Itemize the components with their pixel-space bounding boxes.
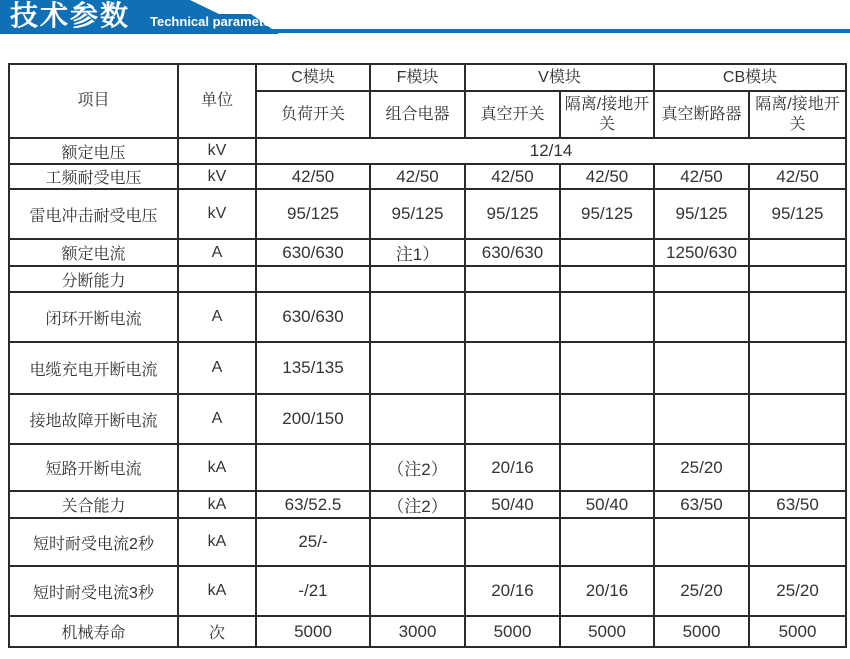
cell-value-merged: 12/14 <box>256 138 846 164</box>
col-group-label: C模块 <box>256 64 370 91</box>
cell-value: 135/135 <box>256 342 370 394</box>
cell-value: 5000 <box>749 616 846 647</box>
row-unit: kV <box>178 189 256 239</box>
col-group-label: F模块 <box>370 64 465 91</box>
col-sub-label: 组合电器 <box>370 91 465 138</box>
cell-value: 3000 <box>370 616 465 647</box>
cell-value: -/21 <box>256 566 370 616</box>
cell-value <box>749 292 846 342</box>
cell-value: 25/- <box>256 518 370 566</box>
cell-value <box>465 292 560 342</box>
cell-value: 20/16 <box>560 566 654 616</box>
cell-value: 200/150 <box>256 394 370 444</box>
table-row <box>9 138 846 164</box>
cell-value: 5000 <box>256 616 370 647</box>
cell-value: 1250/630 <box>654 239 749 266</box>
row-unit <box>178 266 256 292</box>
row-item-label: 工频耐受电压 <box>9 164 178 189</box>
col-group-label: CB模块 <box>654 64 846 91</box>
row-item-label: 短路开断电流 <box>9 444 178 491</box>
table-row <box>9 266 846 292</box>
cell-value: （注2） <box>370 491 465 518</box>
table-row <box>9 616 846 647</box>
cell-value: 630/630 <box>256 292 370 342</box>
row-unit: kA <box>178 444 256 491</box>
row-unit: kV <box>178 164 256 189</box>
row-item-label: 闭环开断电流 <box>9 292 178 342</box>
cell-value <box>560 266 654 292</box>
cell-value <box>370 518 465 566</box>
cell-value <box>370 566 465 616</box>
cell-value <box>654 394 749 444</box>
cell-value: 20/16 <box>465 444 560 491</box>
row-item-label: 短时耐受电流2秒 <box>9 518 178 566</box>
table-body <box>9 138 846 647</box>
row-unit: A <box>178 394 256 444</box>
row-item-label: 额定电流 <box>9 239 178 266</box>
cell-value: 42/50 <box>654 164 749 189</box>
row-unit: kA <box>178 566 256 616</box>
cell-value: 95/125 <box>256 189 370 239</box>
cell-value <box>465 394 560 444</box>
cell-value <box>654 266 749 292</box>
row-item-label: 电缆充电开断电流 <box>9 342 178 394</box>
cell-value: 50/40 <box>560 491 654 518</box>
row-item-label: 机械寿命 <box>9 616 178 647</box>
cell-value <box>256 444 370 491</box>
row-unit: kV <box>178 138 256 164</box>
cell-value: （注2） <box>370 444 465 491</box>
col-sub-label: 隔离/接地开关 <box>749 91 846 138</box>
cell-value: 95/125 <box>560 189 654 239</box>
cell-value: 42/50 <box>560 164 654 189</box>
col-sub-label: 真空开关 <box>465 91 560 138</box>
table-row <box>9 164 846 189</box>
row-unit: A <box>178 239 256 266</box>
cell-value <box>370 342 465 394</box>
cell-value: 42/50 <box>749 164 846 189</box>
col-sub-label: 真空断路器 <box>654 91 749 138</box>
row-item-label: 接地故障开断电流 <box>9 394 178 444</box>
cell-value: 95/125 <box>749 189 846 239</box>
cell-value: 630/630 <box>256 239 370 266</box>
cell-value: 63/52.5 <box>256 491 370 518</box>
banner-title-en: Technical parameter <box>150 14 276 29</box>
cell-value: 95/125 <box>654 189 749 239</box>
table-row <box>9 342 846 394</box>
cell-value: 42/50 <box>370 164 465 189</box>
table-row <box>9 566 846 616</box>
cell-value <box>370 266 465 292</box>
row-unit: kA <box>178 518 256 566</box>
table-row <box>9 189 846 239</box>
col-header-item: 项目 <box>9 64 178 138</box>
table-row <box>9 444 846 491</box>
cell-value <box>654 518 749 566</box>
row-unit: kA <box>178 491 256 518</box>
cell-value <box>560 518 654 566</box>
cell-value: 63/50 <box>654 491 749 518</box>
table-row <box>9 394 846 444</box>
cell-value <box>749 342 846 394</box>
cell-value <box>749 239 846 266</box>
header-row-groups <box>9 64 846 91</box>
col-sub-label: 负荷开关 <box>256 91 370 138</box>
row-item-label: 雷电冲击耐受电压 <box>9 189 178 239</box>
cell-value <box>370 394 465 444</box>
cell-value: 20/16 <box>465 566 560 616</box>
cell-value <box>560 394 654 444</box>
row-item-label: 短时耐受电流3秒 <box>9 566 178 616</box>
col-sub-label: 隔离/接地开关 <box>560 91 654 138</box>
cell-value <box>749 444 846 491</box>
cell-value: 25/20 <box>654 566 749 616</box>
cell-value <box>560 292 654 342</box>
cell-value <box>465 518 560 566</box>
section-banner <box>0 0 850 34</box>
row-unit: 次 <box>178 616 256 647</box>
cell-value <box>256 266 370 292</box>
row-unit: A <box>178 292 256 342</box>
row-unit: A <box>178 342 256 394</box>
row-item-label: 额定电压 <box>9 138 178 164</box>
banner-title-zh: 技术参数 <box>10 0 131 31</box>
cell-value <box>749 394 846 444</box>
cell-value: 5000 <box>465 616 560 647</box>
cell-value: 95/125 <box>465 189 560 239</box>
cell-value <box>560 444 654 491</box>
cell-value: 42/50 <box>465 164 560 189</box>
cell-value: 注1） <box>370 239 465 266</box>
table-row <box>9 239 846 266</box>
cell-value: 42/50 <box>256 164 370 189</box>
cell-value: 630/630 <box>465 239 560 266</box>
cell-value <box>654 342 749 394</box>
table-row <box>9 518 846 566</box>
technical-parameter-table <box>8 63 847 648</box>
cell-value <box>560 239 654 266</box>
table-row <box>9 491 846 518</box>
col-header-unit: 单位 <box>178 64 256 138</box>
cell-value: 50/40 <box>465 491 560 518</box>
cell-value: 25/20 <box>749 566 846 616</box>
table-row <box>9 292 846 342</box>
cell-value: 5000 <box>560 616 654 647</box>
cell-value <box>749 518 846 566</box>
cell-value <box>560 342 654 394</box>
cell-value <box>465 342 560 394</box>
cell-value: 25/20 <box>654 444 749 491</box>
cell-value: 95/125 <box>370 189 465 239</box>
row-item-label: 分断能力 <box>9 266 178 292</box>
table-header <box>9 64 846 138</box>
cell-value <box>654 292 749 342</box>
cell-value <box>370 292 465 342</box>
cell-value: 5000 <box>654 616 749 647</box>
col-group-label: V模块 <box>465 64 654 91</box>
row-item-label: 关合能力 <box>9 491 178 518</box>
cell-value <box>749 266 846 292</box>
cell-value: 63/50 <box>749 491 846 518</box>
cell-value <box>465 266 560 292</box>
